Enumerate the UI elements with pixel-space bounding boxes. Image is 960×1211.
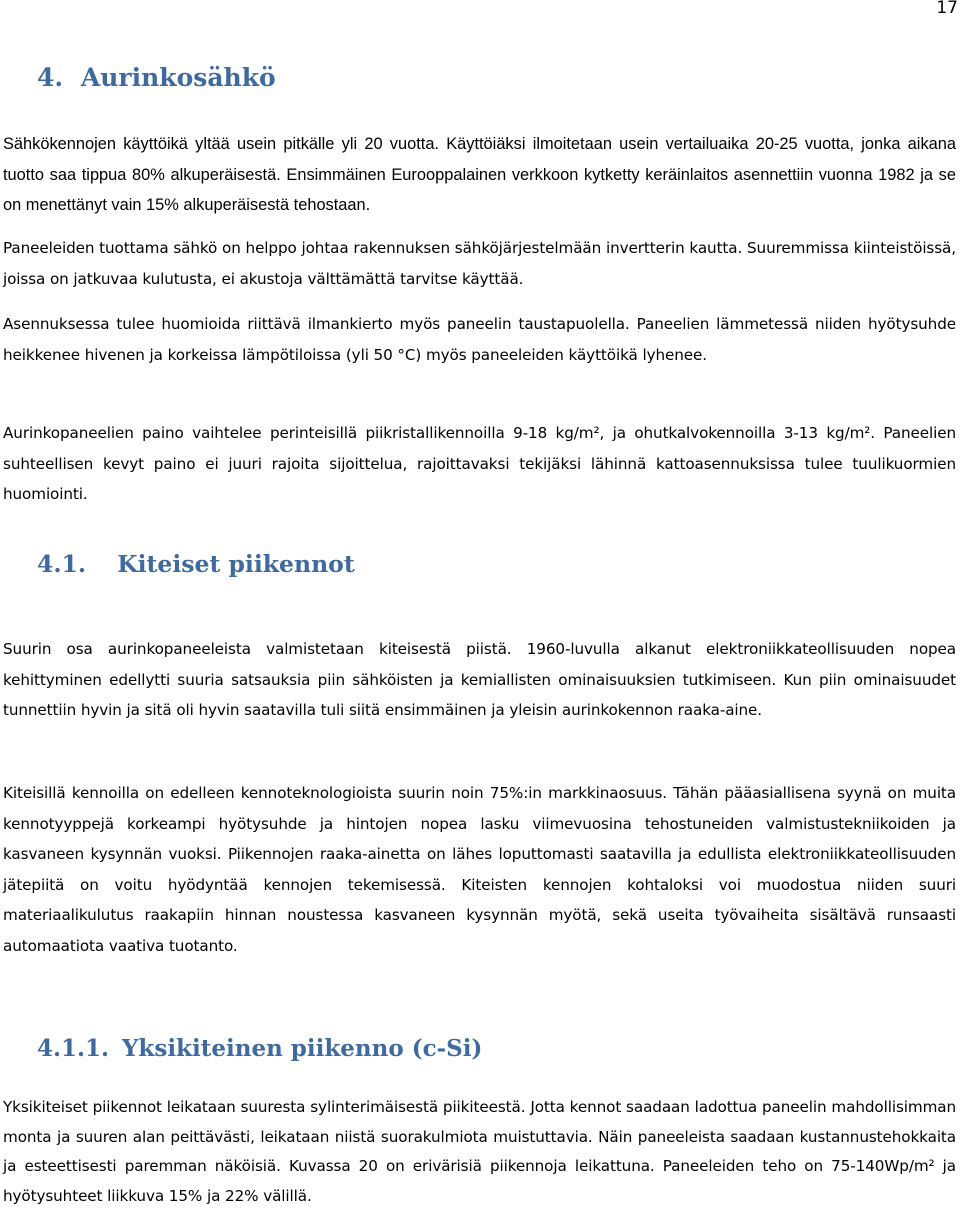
- paragraph-lifetime: Sähkökennojen käyttöikä yltää usein pitkälle yli 20 vuotta. Käyttöiäksi ilmoitetaan usein vertailuaika 20-25 vuotta, jonka aikana tuotto saa tippua 80% alkuperäisestä. Ensimmäinen Eurooppalainen verkkoon kytketty keräinlaitos asennettiin vuonna 1982 ja se on menettänyt vain 15% alkuperäisestä tehostaan.: [3, 135, 956, 214]
- subsection-title: Kiteiset piikennot: [117, 550, 355, 578]
- section-title: Aurinkosähkö: [80, 63, 276, 92]
- paragraph-ventilation: Asennuksessa tulee huomioida riittävä ilmankierto myös paneelin taustapuolella. Paneelien lämmetessä niiden hyötysuhde heikkenee hivenen ja korkeissa lämpötiloissa (yli 50 °C) myös paneeleiden käyttöikä lyhenee.: [3, 315, 956, 364]
- subsubsection-number: 4.1.1.: [37, 1035, 110, 1062]
- page-number: 17: [936, 0, 958, 18]
- paragraph-monocrystalline: Yksikiteiset piikennot leikataan suuresta sylinterimäisestä piikiteestä. Jotta kennot saadaan ladottua paneelin mahdollisimman monta ja suuren alan peittävästi, leikataan niistä suorakulmiota muistuttavia. Näin paneeleista saadaan kustannustehokkaita ja esteettisesti paremman näköisiä. Kuvassa 20 on erivärisiä piikennoja leikattuna. Paneeleiden teho on 75-140Wp/m² ja hyötysuhteet liikkuva 15% ja 22% välillä.: [3, 1098, 956, 1205]
- section-number: 4.: [37, 63, 64, 92]
- section-heading: [37, 63, 276, 92]
- subsubsection-title: Yksikiteinen piikenno (c-Si): [122, 1035, 483, 1062]
- subsection-heading: [37, 550, 355, 578]
- paragraph-market-share: Kiteisillä kennoilla on edelleen kennoteknologioista suurin noin 75%:in markkinaosuus. Tähän pääasiallisena syynä on muita kennotyyppejä korkeampi hyötysuhde ja hintojen nopea lasku viimevuosina tehostuneiden valmistustekniikoiden ja kasvaneen kysynnän vuoksi. Piikennojen raaka-ainetta on lähes loputtomasti saatavilla ja edullista elektroniikkateollisuuden jätepiitä on voitu hyödyntää kennojen tekemisessä. Kiteisten kennojen kohtaloksi voi muodostua niiden suuri materiaalikulutus raakapiin hinnan noustessa kasvaneen kysynnän myötä, sekä useita työvaiheita sisältävä runsaasti automaatiota vaativa tuotanto.: [3, 784, 956, 955]
- paragraph-crystalline-silicon: Suurin osa aurinkopaneeleista valmistetaan kiteisestä piistä. 1960-luvulla alkanut elektroniikkateollisuuden nopea kehittyminen edellytti suuria satsauksia piin sähköisten ja kemiallisten ominaisuuksien tutkimiseen. Kun piin ominaisuudet tunnettiin hyvin ja sitä oli hyvin saatavilla tuli siitä ensimmäinen ja yleisin aurinkokennon raaka-aine.: [3, 640, 956, 719]
- paragraph-inverter: Paneeleiden tuottama sähkö on helppo johtaa rakennuksen sähköjärjestelmään invertterin kautta. Suuremmissa kiinteistöissä, joissa on jatkuvaa kulutusta, ei akustoja välttämättä tarvitse käyttää.: [3, 239, 956, 288]
- subsection-number: 4.1.: [37, 550, 87, 578]
- subsubsection-heading: [37, 1035, 482, 1062]
- paragraph-weight: Aurinkopaneelien paino vaihtelee perinteisillä piikristallikennoilla 9-18 kg/m², ja ohutkalvokennoilla 3-13 kg/m². Paneelien suhteellisen kevyt paino ei juuri rajoita sijoittelua, rajoittavaksi tekijäksi lähinnä kattoasennuksissa tulee tuulikuormien huomiointi.: [3, 424, 956, 503]
